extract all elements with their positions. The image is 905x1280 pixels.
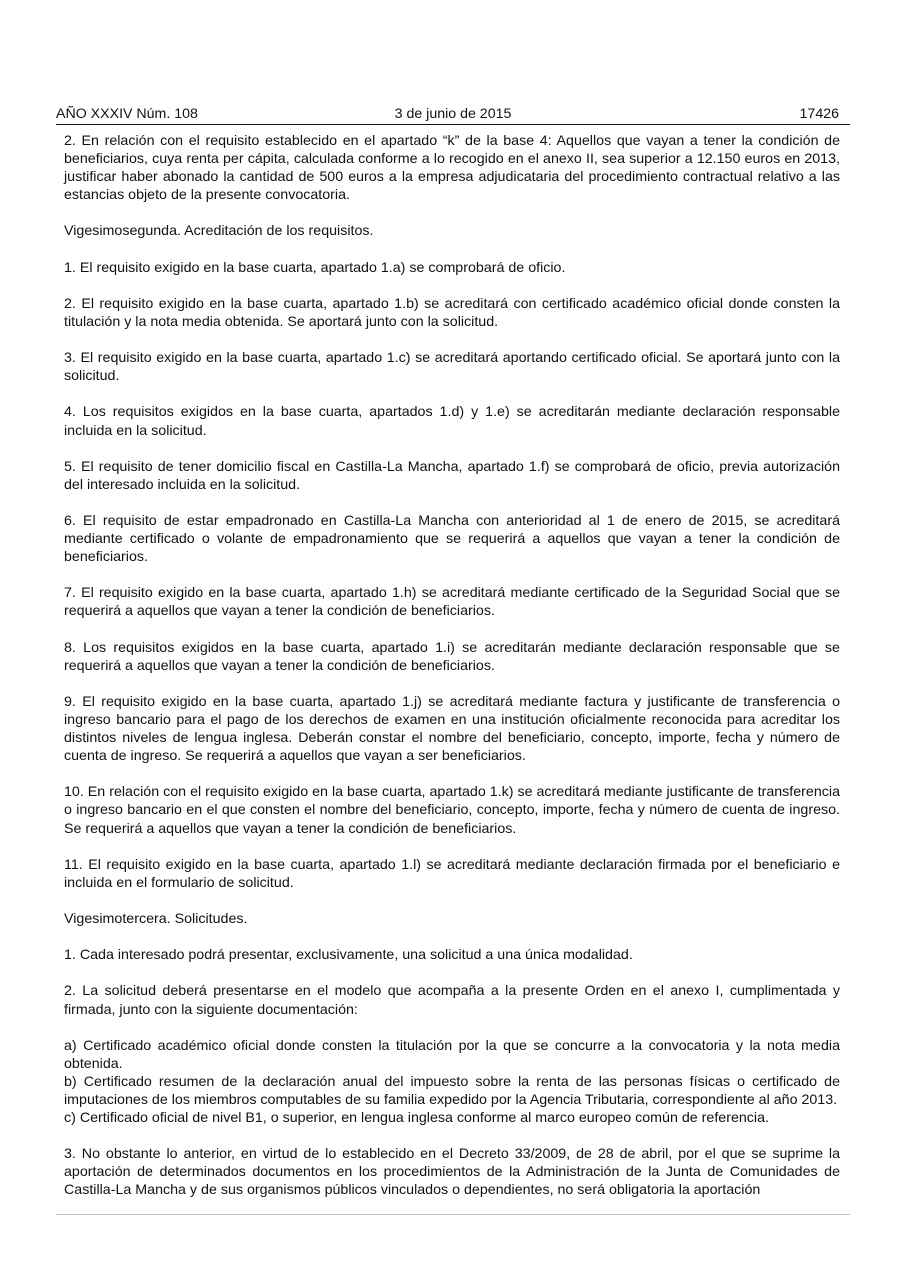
paragraph: 10. En relación con el requisito exigido en la base cuarta, apartado 1.k) se acreditará mediante justificante de transferencia o ingreso bancario en el que consten el nombre del beneficiario, concepto, importe, fecha y número de cuenta de ingreso. Se requerirá a aquellos que vayan a tener la condición de beneficiarios. (64, 784, 840, 837)
publication-date: 3 de junio de 2015 (394, 106, 512, 122)
paragraph: 3. El requisito exigido en la base cuarta, apartado 1.c) se acreditará aportando certificado oficial. Se aportará junto con la solicitud. (64, 350, 840, 385)
page-header (56, 104, 850, 124)
paragraph: 3. No obstante lo anterior, en virtud de lo establecido en el Decreto 33/2009, de 28 de abril, por el que se suprime la aportación de determinados documentos en los procedimientos de la Administración de la Junta de Comunidades de Castilla-La Mancha y de sus organismos públicos vinculados o dependientes, no será obligatoria la aportación (64, 1146, 840, 1199)
document-body (64, 132, 840, 1200)
paragraph: 5. El requisito de tener domicilio fiscal en Castilla-La Mancha, apartado 1.f) se comprobará de oficio, previa autorización del interesado incluida en la solicitud. (64, 458, 840, 493)
header-divider (56, 124, 850, 125)
paragraph: 4. Los requisitos exigidos en la base cuarta, apartados 1.d) y 1.e) se acreditarán mediante declaración responsable incluida en la solicitud. (64, 404, 840, 439)
paragraph: 1. El requisito exigido en la base cuarta, apartado 1.a) se comprobará de oficio. (64, 259, 566, 276)
journal-issue: AÑO XXXIV Núm. 108 (56, 106, 198, 122)
paragraph: 11. El requisito exigido en la base cuarta, apartado 1.l) se acreditará mediante declaración firmada por el beneficiario e incluida en el formulario de solicitud. (64, 856, 840, 891)
paragraph: 6. El requisito de estar empadronado en Castilla-La Mancha con anterioridad al 1 de enero de 2015, se acreditará mediante certificado o volante de empadronamiento que se requerirá a aquellos que vayan a tener la condición de beneficiarios. (64, 512, 840, 566)
paragraph: 2. La solicitud deberá presentarse en el modelo que acompaña a la presente Orden en el anexo I, cumplimentada y firmada, junto con la siguiente documentación: (64, 983, 840, 1018)
footer-divider (56, 1214, 850, 1215)
page-number: 17426 (799, 106, 839, 122)
paragraph: 2. En relación con el requisito establecido en el apartado “k” de la base 4: Aquellos que vayan a tener la condición de beneficiarios, cuya renta per cápita, calculada conforme a lo recogido en el anexo II, sea superior a 12.150 euros en 2013, justificar haber abonado la cantidad de 500 euros a la empresa adjudicataria del procedimiento contractual relativo a las estancias objeto de la presente convocatoria. (64, 133, 840, 204)
section-heading: Vigesimotercera. Solicitudes. (64, 911, 248, 928)
paragraph: 1. Cada interesado podrá presentar, exclusivamente, una solicitud a una única modalidad. (64, 947, 633, 964)
list-item: b) Certificado resumen de la declaración anual del impuesto sobre la renta de las personas físicas o certificado de imputaciones de los miembros computables de su familia expedido por la Agencia Tributaria, correspondiente al año 2013. (64, 1073, 840, 1108)
paragraph: 2. El requisito exigido en la base cuarta, apartado 1.b) se acreditará con certificado académico oficial donde consten la titulación y la nota media obtenida. Se aportará junto con la solicitud. (64, 295, 840, 330)
list-item: c) Certificado oficial de nivel B1, o superior, en lengua inglesa conforme al marco europeo común de referencia. (64, 1110, 769, 1127)
list-item: a) Certificado académico oficial donde consten la titulación por la que se concurre a la convocatoria y la nota media obtenida. (64, 1037, 840, 1072)
paragraph: 9. El requisito exigido en la base cuarta, apartado 1.j) se acreditará mediante factura y justificante de transferencia o ingreso bancario para el pago de los derechos de examen en una institución oficialmente reconocida para acreditar los distintos niveles de lengua inglesa. Deberán constar el nombre del beneficiario, concepto, importe, fecha y número de cuenta de ingreso. Se requerirá a aquellos que vayan a ser beneficiarios. (64, 693, 840, 765)
paragraph: 7. El requisito exigido en la base cuarta, apartado 1.h) se acreditará mediante certificado de la Seguridad Social que se requerirá a aquellos que vayan a tener la condición de beneficiarios. (64, 585, 840, 620)
paragraph: 8. Los requisitos exigidos en la base cuarta, apartado 1.i) se acreditarán mediante declaración responsable que se requerirá a aquellos que vayan a tener la condición de beneficiarios. (64, 639, 840, 674)
section-heading: Vigesimosegunda. Acreditación de los requisitos. (64, 223, 374, 240)
